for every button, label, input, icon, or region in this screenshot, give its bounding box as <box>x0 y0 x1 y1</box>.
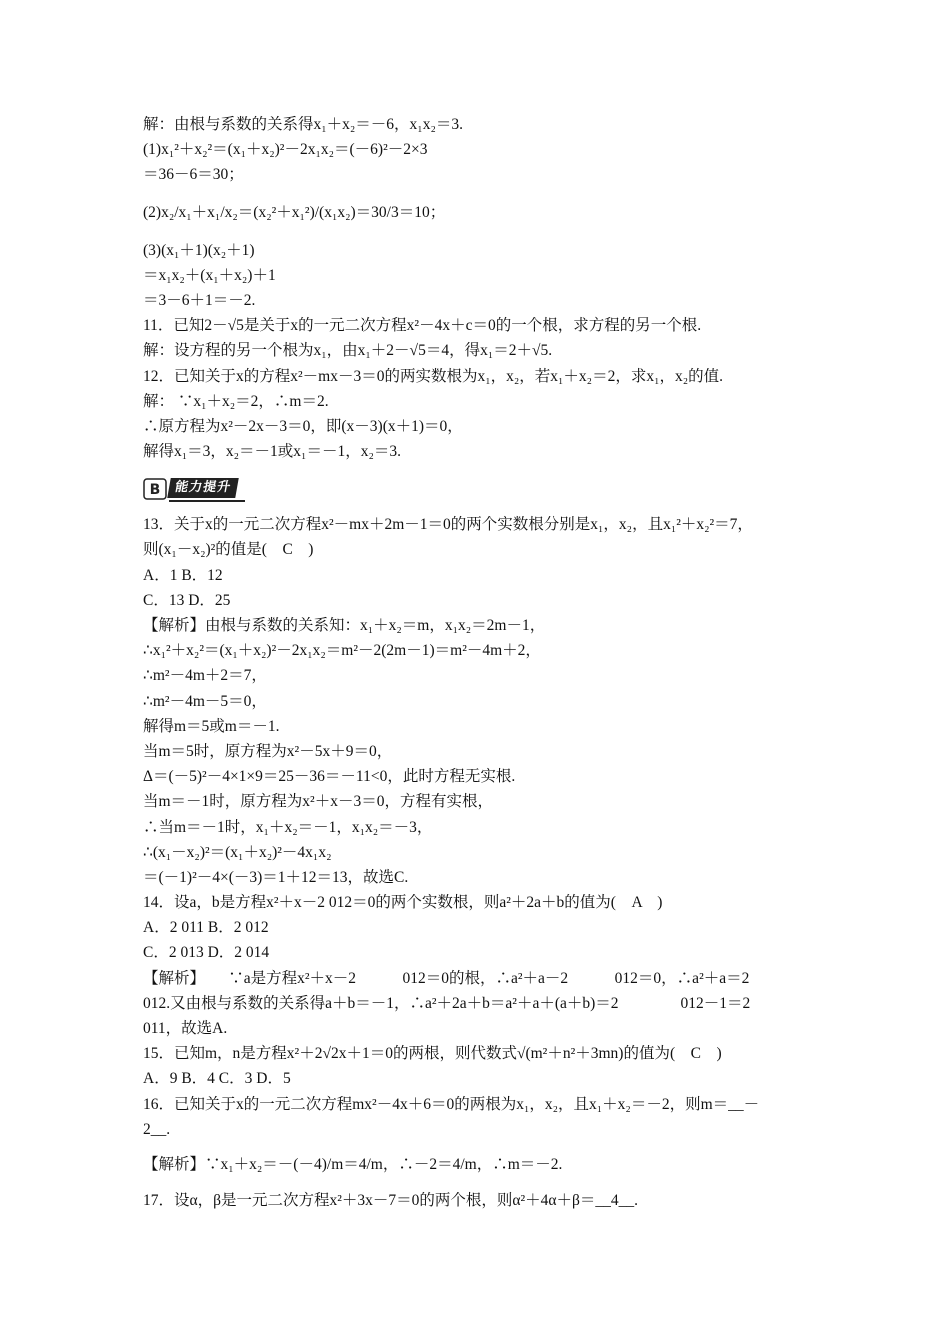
question-15: 15．已知m，n是方程x²＋2√2x＋1＝0的两根，则代数式√(m²＋n²＋3mn)的值为( C ) <box>143 1045 722 1063</box>
text-line: (3)(x₁＋1)(x₂＋1) <box>143 241 255 259</box>
text-line: 解：由根与系数的关系得x₁＋x₂＝－6，x₁x₂＝3. <box>143 116 463 133</box>
text-line: 当m＝5时，原方程为x²－5x＋9＝0， <box>143 742 393 760</box>
b-letter-icon <box>143 478 167 500</box>
text-line: ＝36－6＝30； <box>143 166 244 184</box>
question-12: 12．已知关于x的方程x²－mx－3＝0的两实数根为x₁，x₂，若x₁＋x₂＝2，求x₁，x₂的值. <box>143 367 724 385</box>
analysis-line: 【解析】由根与系数的关系知：x₁＋x₂＝m，x₁x₂＝2m－1， <box>143 617 546 634</box>
choice-line: A．2 011 B．2 012 <box>143 919 269 937</box>
fraction-line: (2)x₂/x₁＋x₁/x₂＝(x₂²＋x₁²)/(x₁x₂)＝30/3＝10； <box>143 203 446 221</box>
text-line: ∴m²－4m＋2＝7， <box>143 667 267 685</box>
section-underline <box>169 500 245 502</box>
question-14: 14．设a，b是方程x²＋x－2 012＝0的两个实数根，则a²＋2a＋b的值为( A ) <box>143 894 663 912</box>
section-letter: B <box>149 482 161 499</box>
text-line: 则(x₁－x₂)²的值是( C ) <box>143 541 314 559</box>
choice-line: C．13 D．25 <box>143 591 231 609</box>
text-line: ∴原方程为x²－2x－3＝0，即(x－3)(x＋1)＝0， <box>143 417 463 435</box>
choice-line: A．9 B．4 C．3 D．5 <box>143 1070 291 1088</box>
text-line: 011，故选A. <box>143 1020 228 1037</box>
text-line: ＝(－1)²－4×(－3)＝1＋12＝13，故选C. <box>143 868 409 886</box>
question-13: 13．关于x的一元二次方程x²－mx＋2m－1＝0的两个实数根分别是x₁，x₂，且x₁²＋x₂²＝7， <box>143 516 753 534</box>
section-title: 能力提升 <box>167 478 239 498</box>
text-line: ∴(x₁－x₂)²＝(x₁＋x₂)²－4x₁x₂ <box>143 843 332 861</box>
text-line: 解得m＝5或m＝－1. <box>143 717 280 735</box>
text-line: ∴x₁²＋x₂²＝(x₁＋x₂)²－2x₁x₂＝m²－2(2m－1)＝m²－4m＋2， <box>143 642 541 660</box>
text-line: 解：设方程的另一个根为x₁，由x₁＋2－√5＝4，得x₁＝2＋√5. <box>143 342 553 360</box>
text-line: 当m＝－1时，原方程为x²＋x－3＝0，方程有实根， <box>143 793 493 811</box>
text-line: 解： ∵x₁＋x₂＝2，∴m＝2. <box>143 392 329 410</box>
choice-line: A．1 B．12 <box>143 566 223 584</box>
text-line: ＝3－6＋1＝－2. <box>143 291 256 309</box>
text-line: Δ＝(－5)²－4×1×9＝25－36＝－11<0，此时方程无实根. <box>143 768 516 786</box>
text-line: 解得x₁＝3，x₂＝－1或x₁＝－1，x₂＝3. <box>143 443 401 461</box>
text-line: 012.又由根与系数的关系得a＋b＝－1，∴a²＋2a＋b＝a²＋a＋(a＋b)＝2 012－1＝2 <box>143 994 751 1012</box>
solution-content <box>143 112 823 1213</box>
text-line: ∴m²－4m－5＝0， <box>143 692 267 710</box>
text-line: 2__. <box>143 1120 171 1138</box>
question-17: 17．设α，β是一元二次方程x²＋3x－7＝0的两个根，则α²＋4α＋β＝__4__. <box>143 1191 639 1209</box>
text-line: (1)x₁²＋x₂²＝(x₁＋x₂)²－2x₁x₂＝(－6)²－2×3 <box>143 141 428 159</box>
analysis-line: 【解析】∵x₁＋x₂＝－(－4)/m＝4/m，∴－2＝4/m，∴m＝－2. <box>143 1155 563 1173</box>
question-16: 16．已知关于x的一元二次方程mx²－4x＋6＝0的两根为x₁，x₂，且x₁＋x₂＝－2，则m＝__－ <box>143 1095 760 1113</box>
section-header-ability <box>143 464 823 512</box>
choice-line: C．2 013 D．2 014 <box>143 944 270 962</box>
text-line: ＝x₁x₂＋(x₁＋x₂)＋1 <box>143 266 276 284</box>
analysis-line: 【解析】 ∵a是方程x²＋x－2 012＝0的根，∴a²＋a－2 012＝0，∴a²＋a＝2 <box>143 969 750 987</box>
question-11: 11．已知2－√5是关于x的一元二次方程x²－4x＋c＝0的一个根，求方程的另一个根. <box>143 317 702 335</box>
text-line: ∴当m＝－1时，x₁＋x₂＝－1，x₁x₂＝－3， <box>143 818 433 836</box>
